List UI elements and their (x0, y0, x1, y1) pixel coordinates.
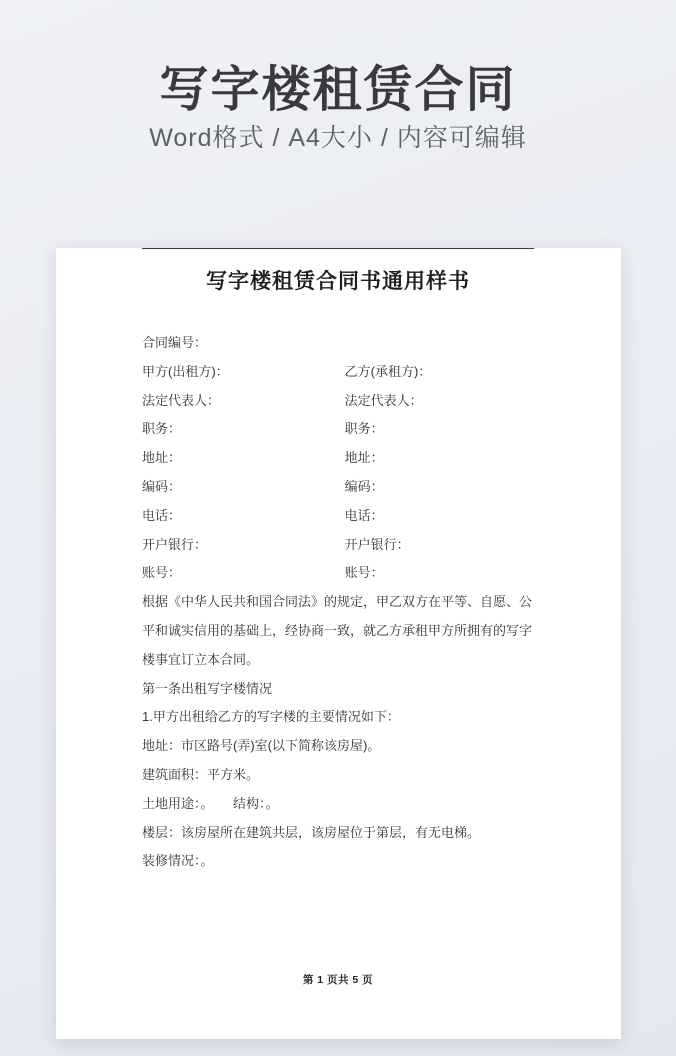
party-b-label: 职务： (344, 421, 384, 437)
party-b-label: 地址： (344, 450, 384, 466)
party-a-label: 开户银行： (142, 536, 208, 552)
party-info-row (142, 444, 534, 473)
party-b-label: 法定代表人： (344, 392, 423, 408)
party-info-row (142, 531, 534, 560)
party-info-row (142, 387, 534, 416)
party-info-row (142, 559, 534, 588)
clause-line: 第一条出租写字楼情况 (142, 680, 273, 696)
party-info-row (142, 473, 534, 502)
party-a-label: 法定代表人： (142, 392, 221, 408)
clause-line: 土地用途：。 结构：。 (142, 795, 279, 811)
clause-lines (142, 675, 534, 877)
party-a-label: 电话： (142, 507, 182, 523)
party-a-label: 职务： (142, 421, 182, 437)
banner (0, 0, 676, 186)
contract-number-label: 合同编号： (142, 335, 208, 350)
party-a-label: 甲方(出租方)： (142, 363, 229, 379)
party-a-label: 账号： (142, 565, 182, 581)
banner-title: 写字楼租赁合同 (159, 63, 517, 117)
clause-line: 建筑面积：平方米。 (142, 766, 260, 782)
clause-line: 地址：市区路号(弄)室(以下简称该房屋)。 (142, 738, 381, 754)
document-body (142, 329, 534, 876)
divider-line (142, 248, 534, 249)
document-page (56, 248, 621, 1039)
party-info-row (142, 415, 534, 444)
party-b-label: 编码： (344, 478, 384, 494)
party-info-row (142, 502, 534, 531)
clause-line: 楼层：该房屋所在建筑共层，该房屋位于第层，有无电梯。 (142, 824, 481, 840)
party-info-row (142, 358, 534, 387)
party-b-label: 账号： (344, 565, 384, 581)
party-b-label: 电话： (344, 507, 384, 523)
party-a-label: 地址： (142, 450, 182, 466)
party-rows (142, 358, 534, 588)
clause-line: 1.甲方出租给乙方的写字楼的主要情况如下： (142, 709, 400, 725)
banner-subtitle: Word格式 / A4大小 / 内容可编辑 (149, 124, 527, 152)
page-footer: 第 1 页共 5 页 (302, 974, 374, 986)
party-b-label: 乙方(承租方)： (344, 363, 432, 379)
intro-paragraph: 根据《中华人民共和国合同法》的规定，甲乙双方在平等、自愿、公平和诚实信用的基础上，经协商一致，就乙方承租甲方所拥有的写字楼事宜订立本合同。 (142, 594, 533, 667)
clause-line: 装修情况：。 (142, 853, 214, 869)
party-a-label: 编码： (142, 478, 182, 494)
party-b-label: 开户银行： (344, 536, 410, 552)
document-title: 写字楼租赁合同书通用样书 (206, 270, 470, 293)
